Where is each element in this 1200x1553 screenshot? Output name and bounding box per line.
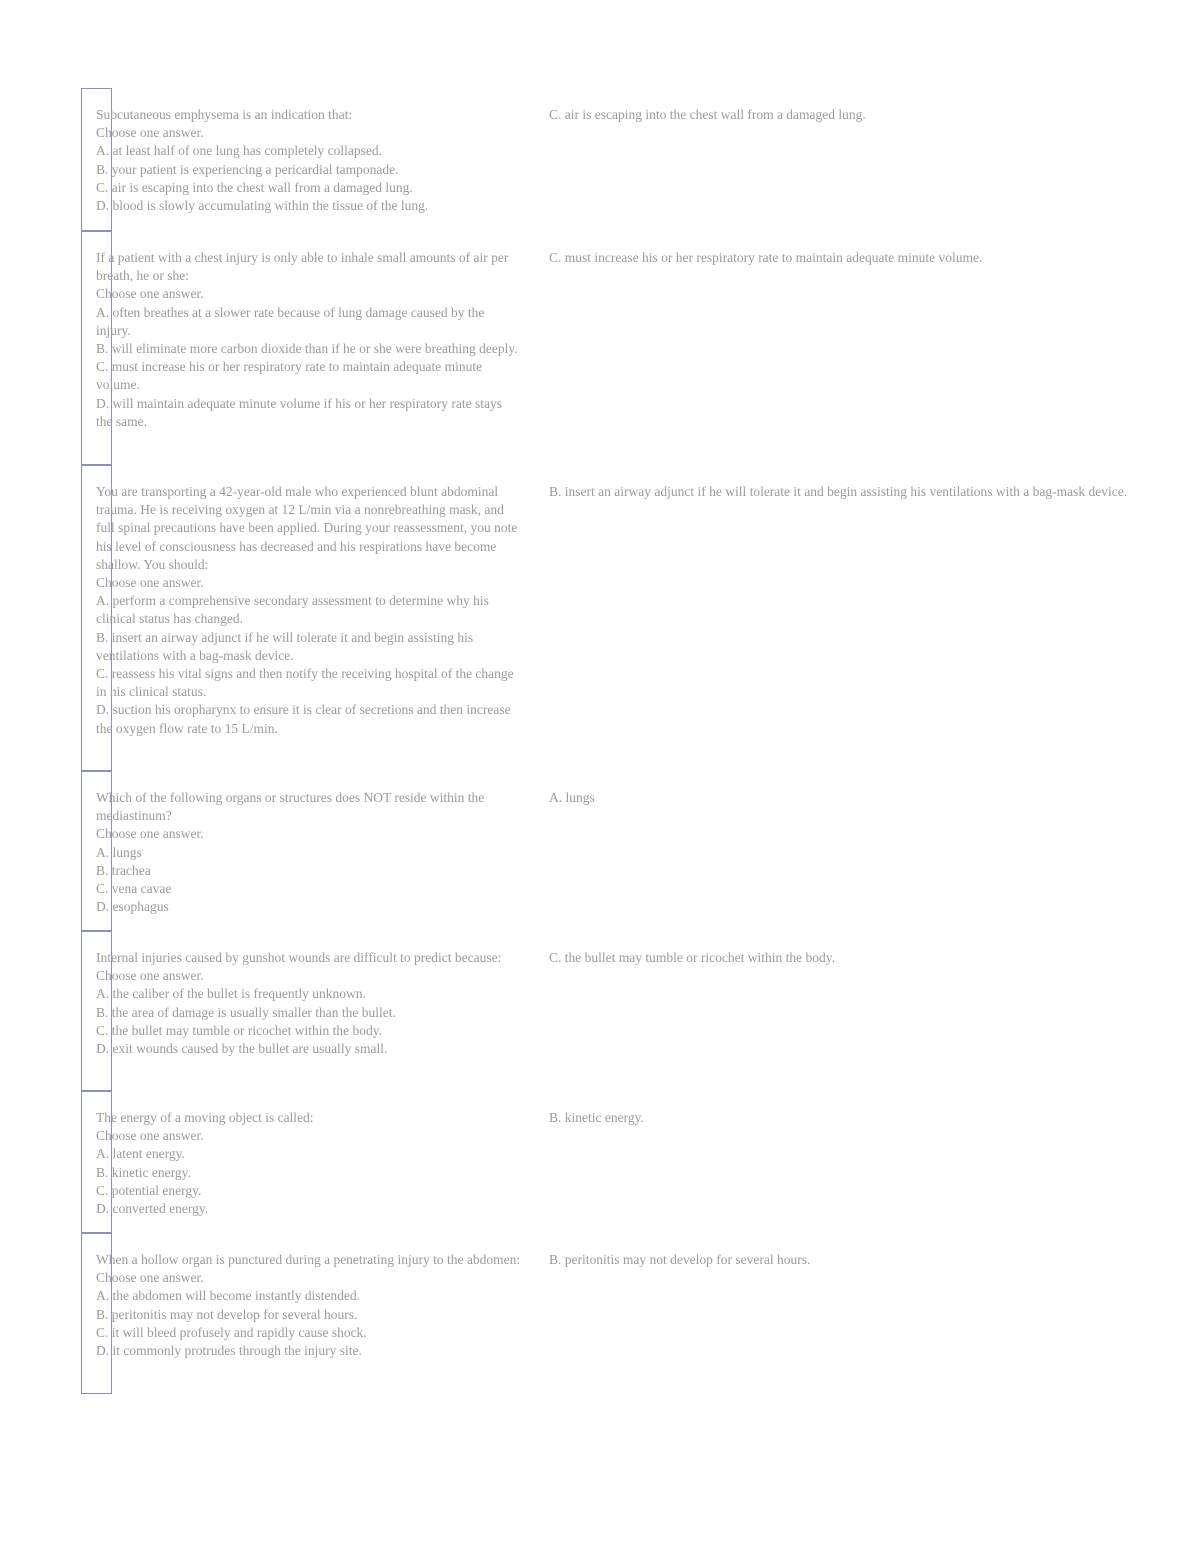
option-b: B. your patient is experiencing a pericardial tamponade. bbox=[96, 161, 399, 177]
answer-text: A. lungs bbox=[549, 790, 595, 805]
option-c: C. reassess his vital signs and then notify the receiving hospital of the change in his clinical status. bbox=[96, 666, 514, 700]
question-text: Which of the following organs or structures does NOT reside within the mediastinum? bbox=[96, 790, 485, 824]
question-card bbox=[0, 771, 1200, 931]
option-c: C. it will bleed profusely and rapidly cause shock. bbox=[96, 1324, 367, 1340]
choose-label: Choose one answer. bbox=[96, 826, 204, 842]
option-c: C. potential energy. bbox=[96, 1182, 202, 1198]
question-card bbox=[0, 1091, 1200, 1233]
option-b: B. kinetic energy. bbox=[96, 1164, 191, 1180]
question-block bbox=[96, 949, 521, 1058]
question-text: If a patient with a chest injury is only able to inhale small amounts of air per breath, he or she: bbox=[96, 250, 509, 284]
question-card bbox=[0, 1233, 1200, 1394]
answer-text: B. insert an airway adjunct if he will tolerate it and begin assisting his ventilations with a bag-mask device. bbox=[549, 484, 1128, 499]
question-text: The energy of a moving object is called: bbox=[96, 1110, 314, 1125]
choose-label: Choose one answer. bbox=[96, 1270, 204, 1286]
question-block bbox=[96, 249, 521, 431]
option-b: B. peritonitis may not develop for several hours. bbox=[96, 1306, 358, 1322]
option-b: B. will eliminate more carbon dioxide than if he or she were breathing deeply. bbox=[96, 341, 518, 357]
question-card bbox=[0, 231, 1200, 465]
choose-label: Choose one answer. bbox=[96, 575, 204, 591]
question-text: Internal injuries caused by gunshot wounds are difficult to predict because: bbox=[96, 950, 502, 965]
option-d: D. esophagus bbox=[96, 899, 169, 915]
question-block bbox=[96, 1251, 521, 1360]
question-block bbox=[96, 106, 521, 215]
question-card bbox=[0, 88, 1200, 231]
answer-text: B. peritonitis may not develop for several hours. bbox=[549, 1252, 811, 1267]
choose-label: Choose one answer. bbox=[96, 968, 204, 984]
option-b: B. trachea bbox=[96, 862, 151, 878]
option-d: D. suction his oropharynx to ensure it is clear of secretions and then increase the oxygen flow rate to 15 L/min. bbox=[96, 702, 511, 736]
question-card bbox=[0, 465, 1200, 771]
choose-label: Choose one answer. bbox=[96, 1128, 204, 1144]
answer-text: B. kinetic energy. bbox=[549, 1110, 644, 1125]
option-d: D. blood is slowly accumulating within the tissue of the lung. bbox=[96, 198, 429, 214]
answer-text: C. the bullet may tumble or ricochet within the body. bbox=[549, 950, 835, 965]
option-c: C. air is escaping into the chest wall from a damaged lung. bbox=[96, 179, 413, 195]
option-d: D. exit wounds caused by the bullet are usually small. bbox=[96, 1041, 388, 1057]
option-a: A. the abdomen will become instantly distended. bbox=[96, 1288, 360, 1304]
option-c: C. vena cavae bbox=[96, 881, 172, 897]
question-block bbox=[96, 1109, 521, 1218]
option-d: D. will maintain adequate minute volume if his or her respiratory rate stays the same. bbox=[96, 395, 503, 429]
option-c: C. must increase his or her respiratory rate to maintain adequate minute volume. bbox=[96, 359, 483, 393]
answer-text: C. air is escaping into the chest wall from a damaged lung. bbox=[549, 107, 866, 122]
question-text: When a hollow organ is punctured during a penetrating injury to the abdomen: bbox=[96, 1252, 521, 1267]
option-c: C. the bullet may tumble or ricochet within the body. bbox=[96, 1022, 382, 1038]
question-text: You are transporting a 42-year-old male who experienced blunt abdominal trauma. He is receiving oxygen at 12 L/min via a nonrebreathing mask, and full spinal precautions have been applied. During your reassessment, you note his level of consciousness has decreased and his respirations have become shallow. You should: bbox=[96, 484, 518, 572]
option-a: A. at least half of one lung has completely collapsed. bbox=[96, 143, 383, 159]
choose-label: Choose one answer. bbox=[96, 286, 204, 302]
option-a: A. perform a comprehensive secondary assessment to determine why his clinical status has changed. bbox=[96, 593, 489, 627]
option-a: A. often breathes at a slower rate because of lung damage caused by the injury. bbox=[96, 304, 485, 338]
option-d: D. it commonly protrudes through the injury site. bbox=[96, 1343, 362, 1359]
answer-text: C. must increase his or her respiratory rate to maintain adequate minute volume. bbox=[549, 250, 983, 265]
question-text: Subcutaneous emphysema is an indication that: bbox=[96, 107, 353, 122]
question-card bbox=[0, 931, 1200, 1091]
option-b: B. insert an airway adjunct if he will tolerate it and begin assisting his ventilations with a bag-mask device. bbox=[96, 629, 474, 663]
question-block bbox=[96, 483, 521, 738]
choose-label: Choose one answer. bbox=[96, 125, 204, 141]
option-d: D. converted energy. bbox=[96, 1201, 209, 1217]
option-a: A. lungs bbox=[96, 844, 142, 860]
question-block bbox=[96, 789, 521, 916]
option-a: A. the caliber of the bullet is frequently unknown. bbox=[96, 986, 366, 1002]
option-a: A. latent energy. bbox=[96, 1146, 185, 1162]
option-b: B. the area of damage is usually smaller than the bullet. bbox=[96, 1004, 396, 1020]
